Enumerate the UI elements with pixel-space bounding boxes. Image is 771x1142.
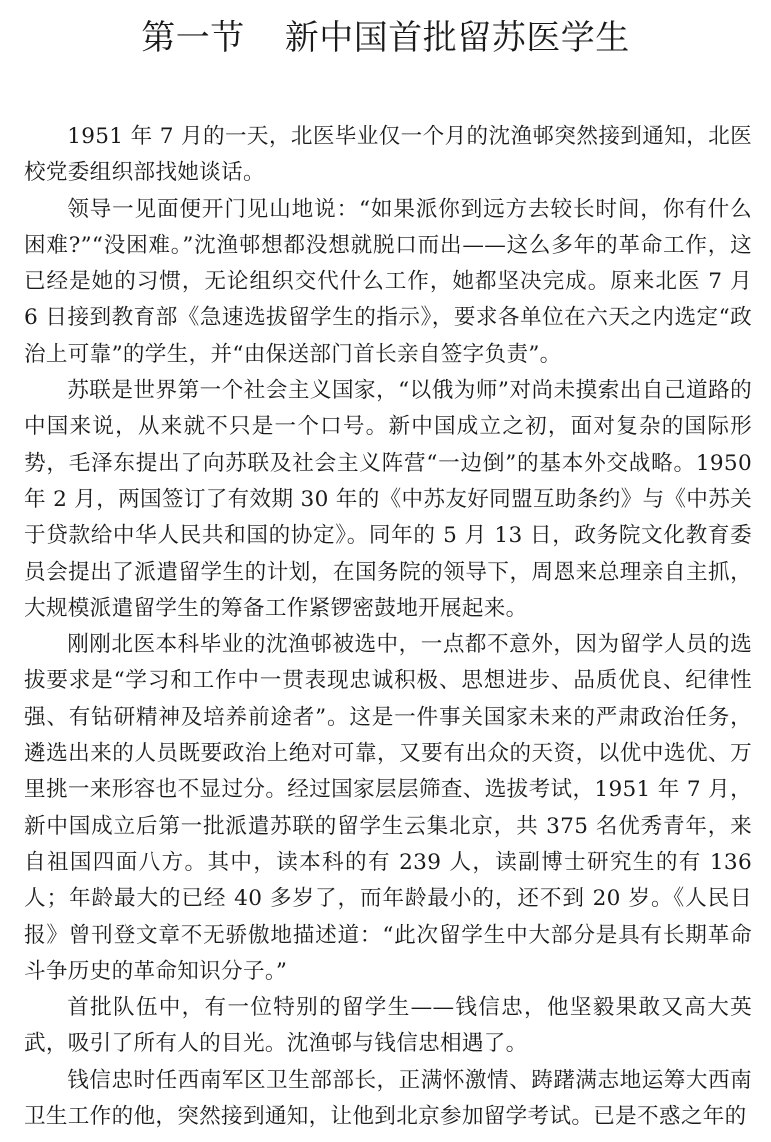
paragraph-5: 首批队伍中，有一位特别的留学生——钱信忠，他坚毅果敢又高大英武，吸引了所有人的目光。沈渔邨与钱信忠相遇了。 — [24, 995, 752, 1057]
paragraph-1: 1951 年 7 月的一天，北医毕业仅一个月的沈渔邨突然接到通知，北医校党委组织部找她谈话。 — [24, 124, 752, 186]
paragraph-6: 钱信忠时任西南军区卫生部部长，正满怀激情、踌躇满志地运筹大西南卫生工作的他，突然接到通知，让他到北京参加留学考试。已是不惑之年的 — [24, 1067, 752, 1130]
section-title-text: 新中国首批留苏医学生 — [284, 18, 630, 58]
section-number: 第一节 — [141, 18, 245, 58]
paragraph-2: 领导一见面便开门见山地说：“如果派你到远方去较长时间，你有什么困难?”“没困难。”沈渔邨想都没想就脱口而出——这么多年的革命工作，这已经是她的习惯，无论组织交代什么工作，她都坚决完成。原来北医 7 月 6 日接到教育部《急速选拔留学生的指示》，要求各单位在六天之内选定“政治上可靠”的学生，并“由保送部门首长亲自签字负责”。 — [24, 196, 752, 367]
paragraph-4: 刚刚北医本科毕业的沈渔邨被选中，一点都不意外，因为留学人员的选拔要求是“学习和工作中一贯表现忠诚积极、思想进步、品质优良、纪律性强、有钻研精神及培养前途者”。这是一件事关国家未来的严肃政治任务，遴选出来的人员既要政治上绝对可靠，又要有出众的天资，以优中选优、万里挑一来形容也不显过分。经过国家层层筛查、选拔考试，1951 年 7 月，新中国成立后第一批派遣苏联的留学生云集北京，共 375 名优秀青年，来自祖国四面八方。其中，读本科的有 239 人，读副博士研究生的有 136 人；年龄最大的已经 40 多岁了，而年龄最小的，还不到 20 岁。《人民日报》曾刊登文章不无骄傲地描述道：“此次留学生中大部分是具有长期革命斗争历史的革命知识分子。” — [24, 632, 752, 984]
section-title — [0, 16, 771, 60]
body-text — [24, 119, 752, 1135]
paragraph-3: 苏联是世界第一个社会主义国家，“以俄为师”对尚未摸索出自己道路的中国来说，从来就不只是一个口号。新中国成立之初，面对复杂的国际形势，毛泽东提出了向苏联及社会主义阵营“一边倒”的基本外交战略。1950 年 2 月，两国签订了有效期 30 年的《中苏友好同盟互助条约》与《中苏关于贷款给中华人民共和国的协定》。同年的 5 月 13 日，政务院文化教育委员会提出了派遣留学生的计划，在国务院的领导下，周恩来总理亲自主抓，大规模派遣留学生的筹备工作紧锣密鼓地开展起来。 — [24, 378, 752, 621]
